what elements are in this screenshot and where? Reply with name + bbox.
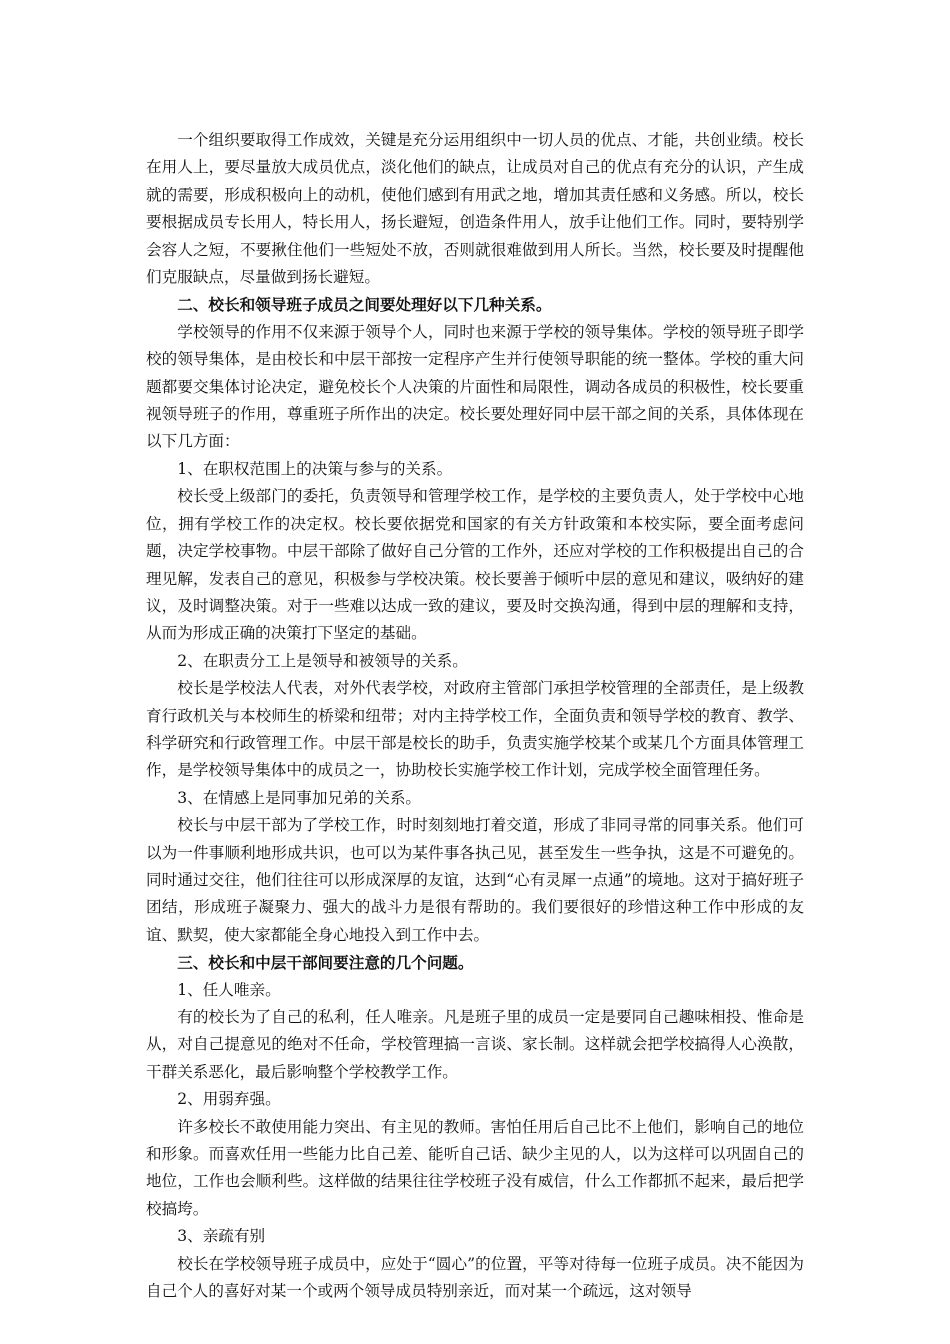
paragraph-body: 校长在学校领导班子成员中，应处于“圆心”的位置，平等对待每一位班子成员。决不能因为自己个人的喜好对某一个或两个领导成员特别亲近，而对某一个疏远，这对领导 [146, 1254, 804, 1301]
paragraph-body: 学校领导的作用不仅来源于领导个人，同时也来源于学校的领导集体。学校的领导班子即学校的领导集体，是由校长和中层干部按一定程序产生并行使领导职能的统一整体。学校的重大问题都要交集体讨论决定，避免校长个人决策的片面性和局限性，调动各成员的积极性，校长要重视领导班子的作用，尊重班子所作出的决定。校长要处理好同中层干部之间的关系，具体体现在以下几方面： [146, 322, 804, 451]
paragraph-body: 有的校长为了自己的私利，任人唯亲。凡是班子里的成员一定是要同自己趣味相投、惟命是从，对自己提意见的绝对不任命，学校管理搞一言谈、家长制。这样就会把学校搞得人心涣散，干群关系恶化，最后影响整个学校教学工作。 [146, 1008, 804, 1081]
document-page [146, 127, 804, 1305]
subsection-title: 3、亲疏有别 [177, 1227, 266, 1246]
paragraph-body: 许多校长不敢使用能力突出、有主见的教师。害怕任用后自己比不上他们，影响自己的地位和形象。而喜欢任用一些能力比自己差、能听自己话、缺少主见的人，以为这样可以巩固自己的地位，工作也会顺利些。这样做的结果往往学校班子没有威信，什么工作都抓不起来，最后把学校搞垮。 [146, 1117, 804, 1218]
subsection-title: 1、在职权范围上的决策与参与的关系。 [177, 459, 453, 478]
section-heading: 二、校长和领导班子成员之间要处理好以下几种关系。 [177, 295, 552, 315]
section-heading: 三、校长和中层干部间要注意的几个问题。 [177, 953, 474, 973]
paragraph-body: 一个组织要取得工作成效，关键是充分运用组织中一切人员的优点、才能，共创业绩。校长在用人上，要尽量放大成员优点，淡化他们的缺点，让成员对自己的优点有充分的认识，产生成就的需要，形成积极向上的动机，使他们感到有用武之地，增加其责任感和义务感。所以，校长要根据成员专长用人，特长用人，扬长避短，创造条件用人，放手让他们工作。同时，要特别学会容人之短，不要揪住他们一些短处不放，否则就很难做到用人所长。当然，校长要及时提醒他们克服缺点，尽量做到扬长避短。 [146, 131, 804, 287]
subsection-title: 2、用弱弃强。 [177, 1090, 281, 1109]
subsection-title: 1、任人唯亲。 [177, 980, 281, 999]
paragraph-body: 校长受上级部门的委托，负责领导和管理学校工作，是学校的主要负责人，处于学校中心地位，拥有学校工作的决定权。校长要依据党和国家的有关方针政策和本校实际，要全面考虑问题，决定学校事物。中层干部除了做好自己分管的工作外，还应对学校的工作积极提出自己的合理见解，发表自己的意见，积极参与学校决策。校长要善于倾听中层的意见和建议，吸纳好的建议，及时调整决策。对于一些难以达成一致的建议，要及时交换沟通，得到中层的理解和支持，从而为形成正确的决策打下坚定的基础。 [146, 487, 804, 643]
paragraph-body: 校长与中层干部为了学校工作，时时刻刻地打着交道，形成了非同寻常的同事关系。他们可以为一件事顺利地形成共识，也可以为某件事各执己见，甚至发生一些争执，这是不可避免的。同时通过交往，他们往往可以形成深厚的友谊，达到“心有灵犀一点通”的境地。这对于搞好班子团结，形成班子凝聚力、强大的战斗力是很有帮助的。我们要很好的珍惜这种工作中形成的友谊、默契，使大家都能全身心地投入到工作中去。 [146, 816, 804, 944]
subsection-title: 3、在情感上是同事加兄弟的关系。 [177, 788, 422, 807]
paragraph-body: 校长是学校法人代表，对外代表学校，对政府主管部门承担学校管理的全部责任，是上级教育行政机关与本校师生的桥梁和纽带；对内主持学校工作，全面负责和领导学校的教育、教学、科学研究和行政管理工作。中层干部是校长的助手，负责实施学校某个或某几个方面具体管理工作，是学校领导集体中的成员之一，协助校长实施学校工作计划，完成学校全面管理任务。 [146, 679, 804, 780]
subsection-title: 2、在职责分工上是领导和被领导的关系。 [177, 651, 468, 670]
